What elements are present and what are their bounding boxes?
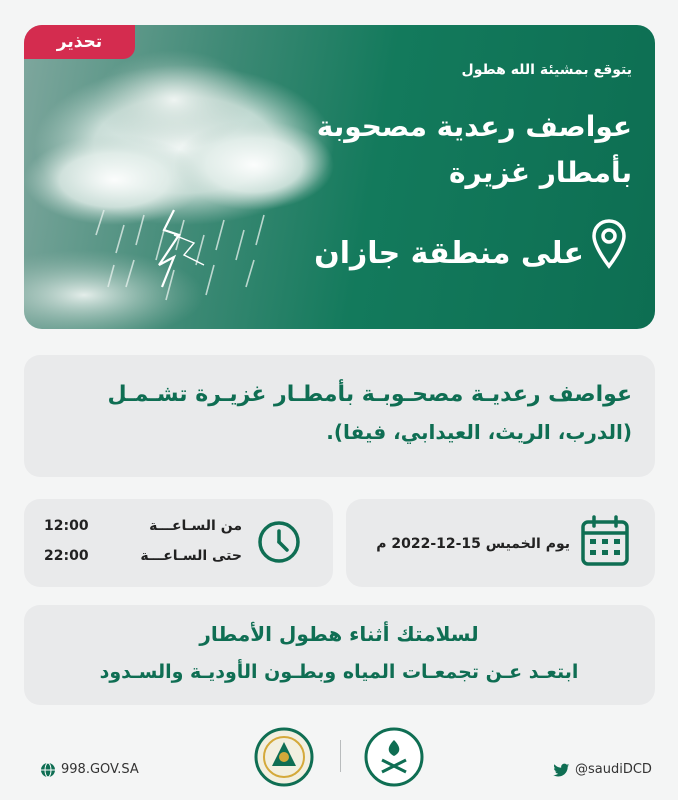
globe-icon [40,762,56,778]
footer-divider [340,740,341,772]
twitter-handle-link[interactable]: @saudiDCD [575,762,652,777]
to-time-label: حتى السـاعـــة [140,548,242,564]
alert-title-line2: بأمطار غزيرة [448,156,632,189]
twitter-icon [553,763,570,778]
from-time-label: من السـاعـــة [149,518,242,534]
civil-defense-emblem [252,726,316,788]
event-date: يوم الخميس 15-12-2022 م [376,536,570,552]
clock-icon [256,519,302,565]
affected-areas-card [24,355,655,477]
region-name: على منطقة جازان [314,236,584,271]
from-time-value: 12:00 [44,518,89,534]
forecast-intro: يتوقع بمشيئة الله هطول [461,62,632,78]
safety-headline: لسلامتك أثناء هطول الأمطار [199,622,479,646]
affected-areas-line1: عواصف رعديـة مصحـوبـة بأمطـار غزيـرة تشـمـل [107,382,632,407]
calendar-icon [580,514,630,568]
to-time-value: 22:00 [44,548,89,564]
location-pin-icon [592,219,626,269]
website-link[interactable]: 998.GOV.SA [61,762,139,777]
affected-areas-line2: (الدرب، الريث، العيدابي، فيفا). [326,420,632,444]
safety-advice-card [24,605,655,705]
alert-title-line1: عواصف رعدية مصحوبة [316,110,632,143]
warning-badge: تحذير [24,25,135,59]
saudi-emblem [362,726,426,788]
safety-advice: ابتعـد عـن تجمعـات المياه وبطـون الأوديـة والسـدود [99,661,579,683]
